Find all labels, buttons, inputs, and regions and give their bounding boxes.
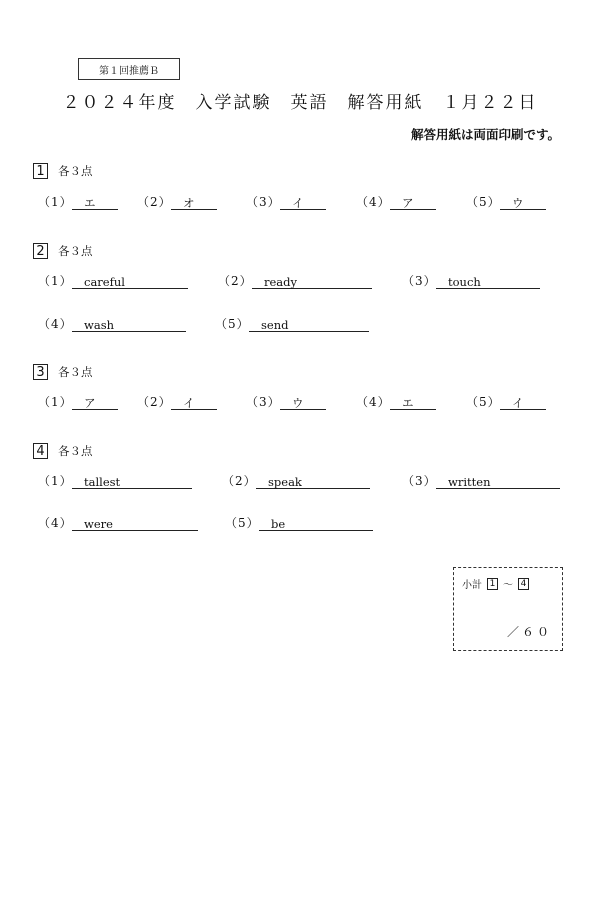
subtotal-header xyxy=(462,576,529,591)
answer-item xyxy=(215,315,369,332)
subtotal-box xyxy=(453,567,563,651)
question-label: （3） xyxy=(246,395,281,409)
answer-field: were xyxy=(72,517,198,531)
question-label: （2） xyxy=(222,474,257,488)
exam-label: 第１回推薦Ｂ xyxy=(78,58,180,80)
question-label: （3） xyxy=(402,474,437,488)
question-label: （1） xyxy=(38,274,73,288)
answer-field: オ xyxy=(171,196,217,210)
question-label: （1） xyxy=(38,395,73,409)
answer-item xyxy=(38,315,186,332)
answer-item xyxy=(402,472,560,489)
answer-field: ウ xyxy=(280,396,326,410)
subtotal-from: 1 xyxy=(487,578,498,590)
question-label: （2） xyxy=(137,195,172,209)
answer-field: be xyxy=(259,517,373,531)
question-label: （2） xyxy=(137,395,172,409)
answer-item xyxy=(38,472,192,489)
answer-field: イ xyxy=(171,396,217,410)
answer-field: tallest xyxy=(72,475,192,489)
answer-field: エ xyxy=(72,196,118,210)
answer-field: careful xyxy=(72,275,188,289)
answer-item xyxy=(222,472,370,489)
section-points: 各３点 xyxy=(58,164,93,178)
question-label: （3） xyxy=(402,274,437,288)
answer-field: エ xyxy=(390,396,436,410)
section-number: 3 xyxy=(33,364,48,380)
answer-field: written xyxy=(436,475,560,489)
section-1-header xyxy=(33,163,93,179)
answer-item xyxy=(218,272,372,289)
answer-item xyxy=(38,193,118,210)
answer-item xyxy=(38,514,198,531)
section-points: 各３点 xyxy=(58,444,93,458)
question-label: （2） xyxy=(218,274,253,288)
subtotal-label: 小計 xyxy=(462,580,482,591)
question-label: （3） xyxy=(246,195,281,209)
answer-item xyxy=(402,272,540,289)
section-number: 1 xyxy=(33,163,48,179)
answer-item xyxy=(137,193,217,210)
subtotal-to: 4 xyxy=(518,578,529,590)
answer-item xyxy=(466,393,546,410)
question-label: （4） xyxy=(356,395,391,409)
answer-field: イ xyxy=(500,396,546,410)
page-title: ２０２４年度 入学試験 英語 解答用紙 １月２２日 xyxy=(62,93,538,113)
subtotal-tilde: ～ xyxy=(503,580,513,591)
answer-field: wash xyxy=(72,318,186,332)
answer-field: ア xyxy=(390,196,436,210)
answer-field: ready xyxy=(252,275,372,289)
print-note: 解答用紙は両面印刷です。 xyxy=(410,127,560,142)
question-label: （4） xyxy=(356,195,391,209)
answer-field: send xyxy=(249,318,369,332)
question-label: （5） xyxy=(466,395,501,409)
answer-item xyxy=(246,393,326,410)
answer-field: ウ xyxy=(500,196,546,210)
answer-item xyxy=(356,393,436,410)
question-label: （1） xyxy=(38,474,73,488)
answer-field: ア xyxy=(72,396,118,410)
question-label: （5） xyxy=(466,195,501,209)
answer-field: イ xyxy=(280,196,326,210)
answer-item xyxy=(225,514,373,531)
question-label: （4） xyxy=(38,317,73,331)
question-label: （5） xyxy=(225,516,260,530)
question-label: （4） xyxy=(38,516,73,530)
answer-item xyxy=(466,193,546,210)
section-2-header xyxy=(33,243,93,259)
section-number: 2 xyxy=(33,243,48,259)
question-label: （1） xyxy=(38,195,73,209)
section-points: 各３点 xyxy=(58,365,93,379)
question-label: （5） xyxy=(215,317,250,331)
answer-item xyxy=(38,272,188,289)
section-number: 4 xyxy=(33,443,48,459)
answer-field: touch xyxy=(436,275,540,289)
section-3-header xyxy=(33,364,93,380)
section-points: 各３点 xyxy=(58,244,93,258)
answer-item xyxy=(38,393,118,410)
answer-item xyxy=(356,193,436,210)
answer-field: speak xyxy=(256,475,370,489)
subtotal-score: ／６０ xyxy=(506,625,552,639)
answer-item xyxy=(137,393,217,410)
section-4-header xyxy=(33,443,93,459)
answer-item xyxy=(246,193,326,210)
